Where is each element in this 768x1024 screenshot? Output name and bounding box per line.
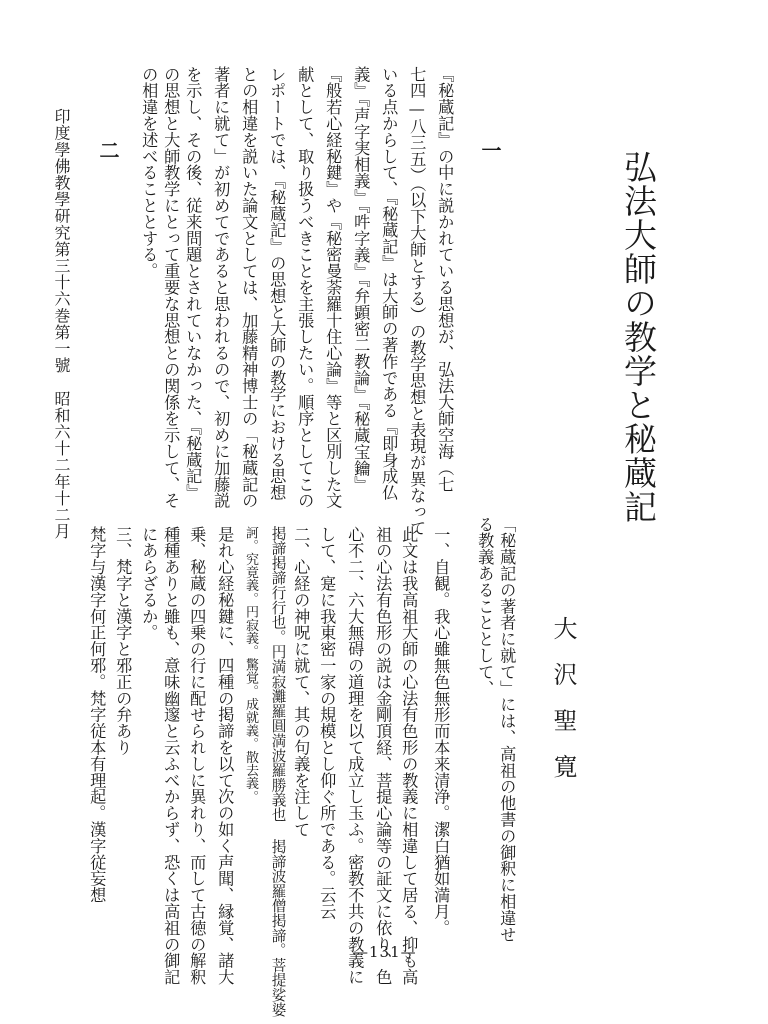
text-column: 七四—八三五）（以下大師とする）の教学思想と表現が異なって <box>407 66 427 537</box>
journal-citation: 印度學佛教學研究第三十六巻第一號 昭和六十二年十二月 <box>52 108 71 540</box>
text-column: 乗、秘蔵の四乗の行に配せられしに異れり、而して古徳の解釈 <box>187 526 207 986</box>
text-column: 義』『声字実相義』『吽字義』『弁顕密二教論』『秘蔵宝鑰』 <box>351 66 371 493</box>
text-column: 『秘蔵記』の中に説かれている思想が、弘法大師空海（七 <box>435 66 455 493</box>
text-column: 梵字与漢字何正何邪。梵字従本有理起。漢字従妄想 <box>87 526 107 904</box>
page-number: —131— <box>353 943 417 961</box>
section-heading-two: 二 <box>96 140 120 160</box>
section-heading-one: 一 <box>478 140 502 160</box>
text-column: 著者に就て」が初めてであると思われるので、初めに加藤説 <box>211 66 231 509</box>
text-column: 「秘蔵記の著者に就て」には、高祖の他書の御釈に相違せ <box>497 516 517 943</box>
text-column: 訶。究竟義。円寂義。驚覚。成就義。散去義。 <box>243 526 258 804</box>
text-column: 二、心経の神呪に就て、其の句義を注して <box>291 526 311 838</box>
text-column: 献として、取り扱うべきことを主張したい。順序としてこの <box>295 66 315 509</box>
text-column: 祖の心法有色形の説は金剛頂経、菩提心論等の証文に依り、色 <box>373 526 393 986</box>
article-title: 弘法大師の教学と秘蔵記 <box>619 150 658 524</box>
text-column: 三、梵字と漢字と邪正の弁あり <box>113 526 133 756</box>
text-column: にあらざるか。 <box>139 526 159 641</box>
text-column: 『般若心経秘鍵』や『秘密曼荼羅十住心論』等と区別した文 <box>323 66 343 509</box>
text-column: を示し、その後、従来問題とされていなかった、『秘蔵記』 <box>183 66 203 501</box>
text-column: 是れ心経秘鍵に、四種の掲諦を以て次の如く声聞、縁覚、諸大 <box>215 526 235 986</box>
text-column: 此文は我高祖大師の心法有色形の教義に相違して居る、抑も高 <box>399 526 419 986</box>
text-column: との相違を説いた論文としては、加藤精神博士の「秘蔵記の <box>239 66 259 509</box>
text-column: 種種ありと雖も、意味幽邃と云ふべからず、恐くは高祖の御記 <box>161 526 181 986</box>
text-column: レポートでは、『秘蔵記』の思想と大師の教学における思想 <box>267 66 287 501</box>
author-name: 大沢聖寛 <box>549 616 577 800</box>
text-column: の思想と大師教学にとって重要な思想との関係を示して、そ <box>161 66 181 509</box>
text-column: の相違を述べることとする。 <box>139 66 159 280</box>
text-column: して、寔に我東密一家の規模とし仰ぐ所である。云云 <box>317 526 337 920</box>
text-column: る教義あることとして、 <box>475 516 495 697</box>
text-column: 掲諦掲諦行行也。円満寂灘羅圓満波羅勝義也 掲諦波羅僧掲諦。菩提娑婆 <box>269 526 287 1017</box>
text-column: 一、自観。我心雖無色無形而本来清浄。潔白猶如満月。 <box>431 526 451 936</box>
text-column: 心不二、六大無碍の道理を以て成立し玉ふ。密教不共の教義に <box>345 526 365 986</box>
text-column: いる点からして、『秘蔵記』は大師の著作である『即身成仏 <box>379 66 399 501</box>
